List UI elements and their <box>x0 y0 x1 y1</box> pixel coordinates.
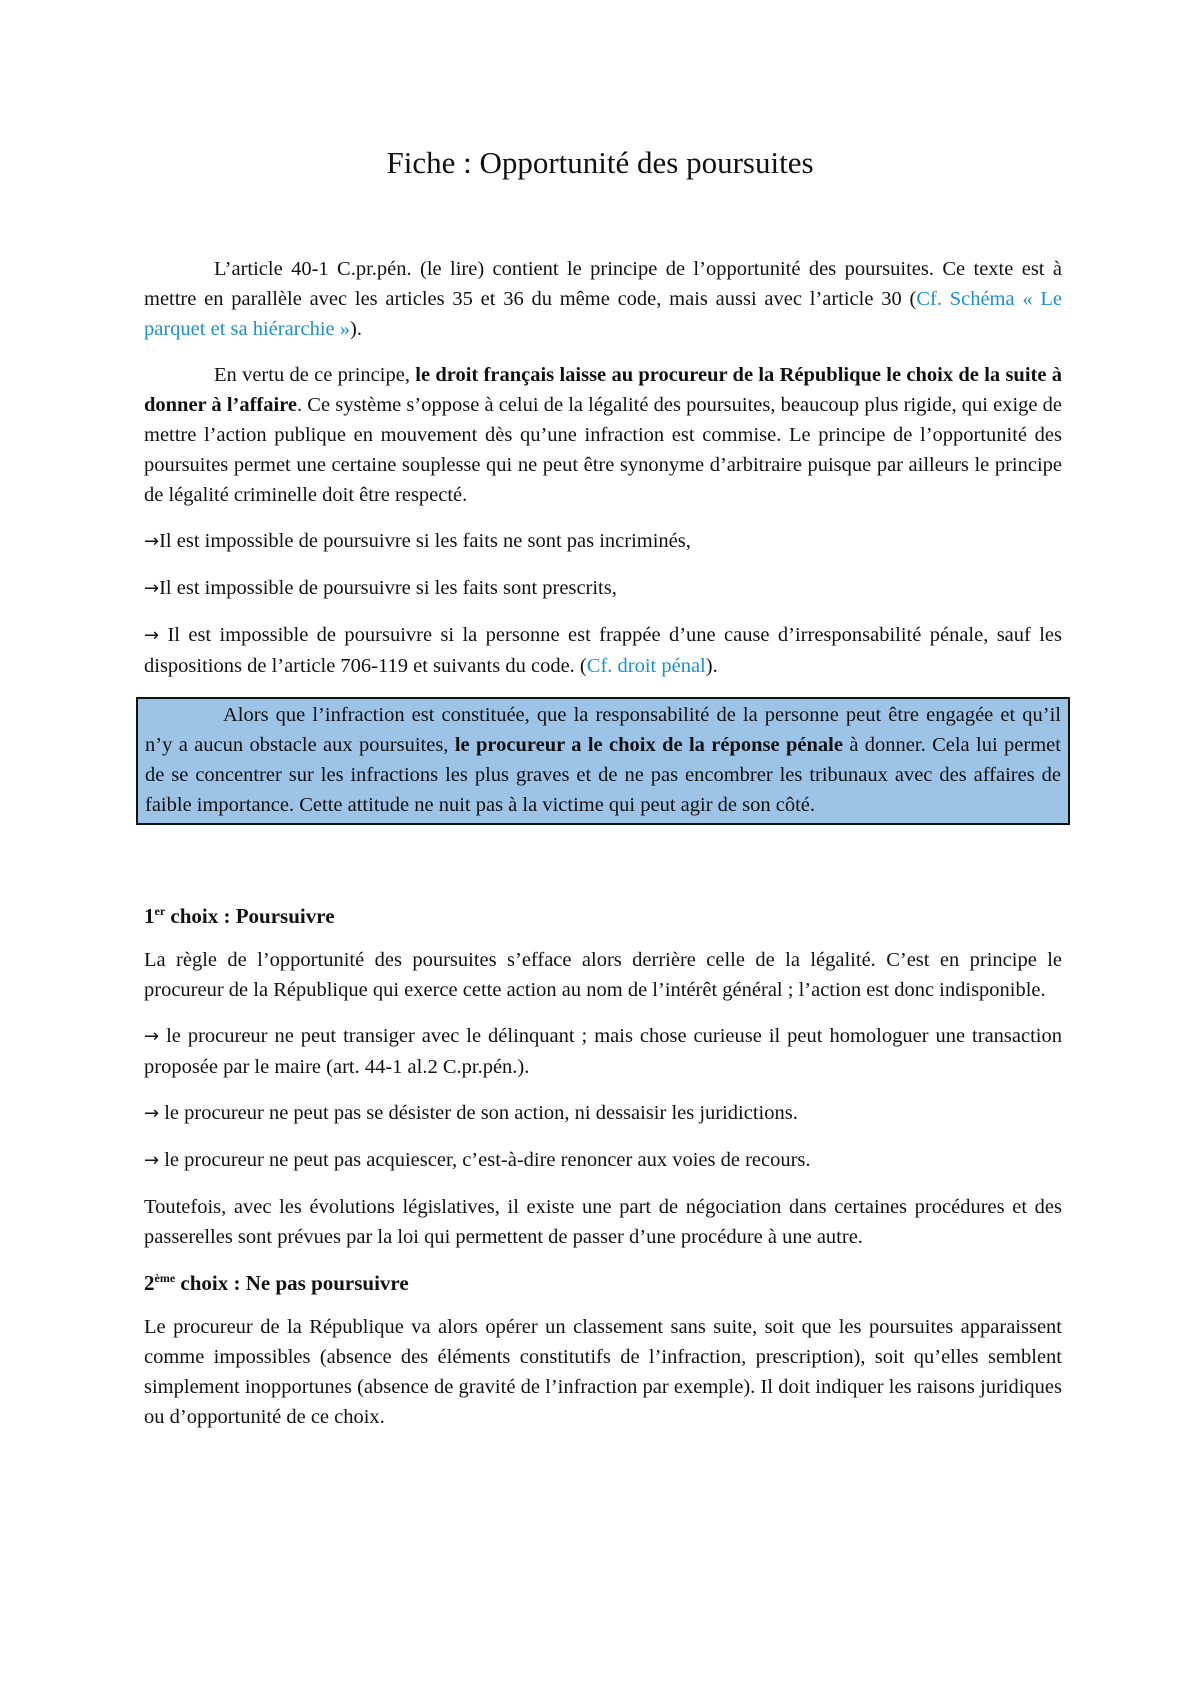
right-arrow-icon: → <box>144 1026 160 1047</box>
choice-1-item-2-text: le procureur ne peut pas se désister de son action, ni dessaisir les juridictions. <box>159 1102 798 1124</box>
right-arrow-icon: → <box>144 578 160 599</box>
principle-bold: le droit français laisse au procureur de la République le choix de la suite à donner à l’affaire <box>144 364 1062 416</box>
box-bold: le procureur a le choix de la réponse pénale <box>454 734 843 756</box>
choice-1-ordinal: er <box>154 904 166 918</box>
choice-1-item-2 <box>144 1098 1062 1129</box>
choice-2-number: 2 <box>144 1271 155 1295</box>
choice-2-ordinal: ème <box>154 1271 176 1285</box>
schema-reference-link[interactable]: Cf. Schéma « Le parquet et sa hiérarchie » <box>144 288 1062 340</box>
choice-1-paragraph-2: Toutefois, avec les évolutions législatives, il existe une part de négociation dans certaines procédures et des passerelles sont prévues par la loi qui permettent de passer d’une procédure à une autre. <box>144 1196 1062 1248</box>
choice-1-item-3-text: le procureur ne peut pas acquiescer, c’est-à-dire renoncer aux voies de recours. <box>159 1149 811 1171</box>
principle-paragraph <box>144 360 1062 510</box>
limit-item-2 <box>144 573 1062 604</box>
choice-1-item-1 <box>144 1021 1062 1082</box>
principle-text-1: En vertu de ce principe, <box>214 364 416 386</box>
limit-item-1-text: Il est impossible de poursuivre si les faits ne sont pas incriminés, <box>159 530 691 552</box>
right-arrow-icon: → <box>144 1150 160 1171</box>
intro-paragraph <box>144 254 1062 344</box>
choice-2-heading-text: choix : Ne pas poursuivre <box>175 1271 409 1295</box>
limit-item-2-text: Il est impossible de poursuivre si les faits sont prescrits, <box>159 577 617 599</box>
choice-1-heading-text: choix : Poursuivre <box>165 904 335 928</box>
box-text-2: à donner. Cela lui permet de se concentrer sur les infractions les plus graves et de ne pas encombrer les tribunaux avec des affaires de faible importance. Cette attitude ne nuit pas à la victime qui peut agir de son côté. <box>145 734 1061 816</box>
limit-item-3-text-2: ). <box>705 655 718 677</box>
limit-item-3-text-1: Il est impossible de poursuivre si la personne est frappée d’une cause d’irresponsabilité pénale, sauf les dispositions de l’article 706-119 et suivants du code. ( <box>144 624 1062 677</box>
document-title: Fiche : Opportunité des poursuites <box>386 145 814 180</box>
principle-text-2: . Ce système s’oppose à celui de la légalité des poursuites, beaucoup plus rigide, qui exige de mettre l’action publique en mouvement dès qu’une infraction est commise. Le principe de l’opportunité des poursuites permet une certaine souplesse qui ne peut être synonyme d’arbitraire puisque par ailleurs le principe de légalité criminelle doit être respecté. <box>144 394 1062 506</box>
document-body <box>144 254 1062 1448</box>
box-text-1: Alors que l’infraction est constituée, que la responsabilité de la personne peut être engagée et qu’il n’y a aucun obstacle aux poursuites, <box>145 704 1061 756</box>
choice-1-item-3 <box>144 1145 1062 1176</box>
droit-penal-link[interactable]: Cf. droit pénal <box>586 655 706 677</box>
choice-2-heading <box>144 1268 1062 1298</box>
right-arrow-icon: → <box>144 625 160 646</box>
intro-text-2: ). <box>350 318 362 340</box>
intro-text-1: L’article 40-1 C.pr.pén. (le lire) contient le principe de l’opportunité des poursuites. Ce texte est à mettre en parallèle avec les articles 35 et 36 du même code, mais aussi avec l’article 30 ( <box>144 258 1062 310</box>
choice-1-item-1-text: le procureur ne peut transiger avec le délinquant ; mais chose curieuse il peut homologuer une transaction proposée par le maire (art. 44-1 al.2 C.pr.pén.). <box>144 1025 1062 1078</box>
choice-1-heading <box>144 901 1062 931</box>
key-point-box <box>136 697 1070 825</box>
limit-item-3 <box>144 620 1062 681</box>
choice-2-paragraph-1: Le procureur de la République va alors opérer un classement sans suite, soit que les poursuites apparaissent comme impossibles (absence des éléments constitutifs de l’infraction, prescription), soit qu’elles semblent simplement inopportunes (absence de gravité de l’infraction par exemple). Il doit indiquer les raisons juridiques ou d’opportunité de ce choix. <box>144 1316 1062 1428</box>
right-arrow-icon: → <box>144 531 160 552</box>
choice-1-paragraph-1: La règle de l’opportunité des poursuites s’efface alors derrière celle de la légalité. C’est en principe le procureur de la République qui exerce cette action au nom de l’intérêt général ; l’action est donc indisponible. <box>144 949 1062 1001</box>
choice-1-number: 1 <box>144 904 155 928</box>
limit-item-1 <box>144 526 1062 557</box>
right-arrow-icon: → <box>144 1103 160 1124</box>
